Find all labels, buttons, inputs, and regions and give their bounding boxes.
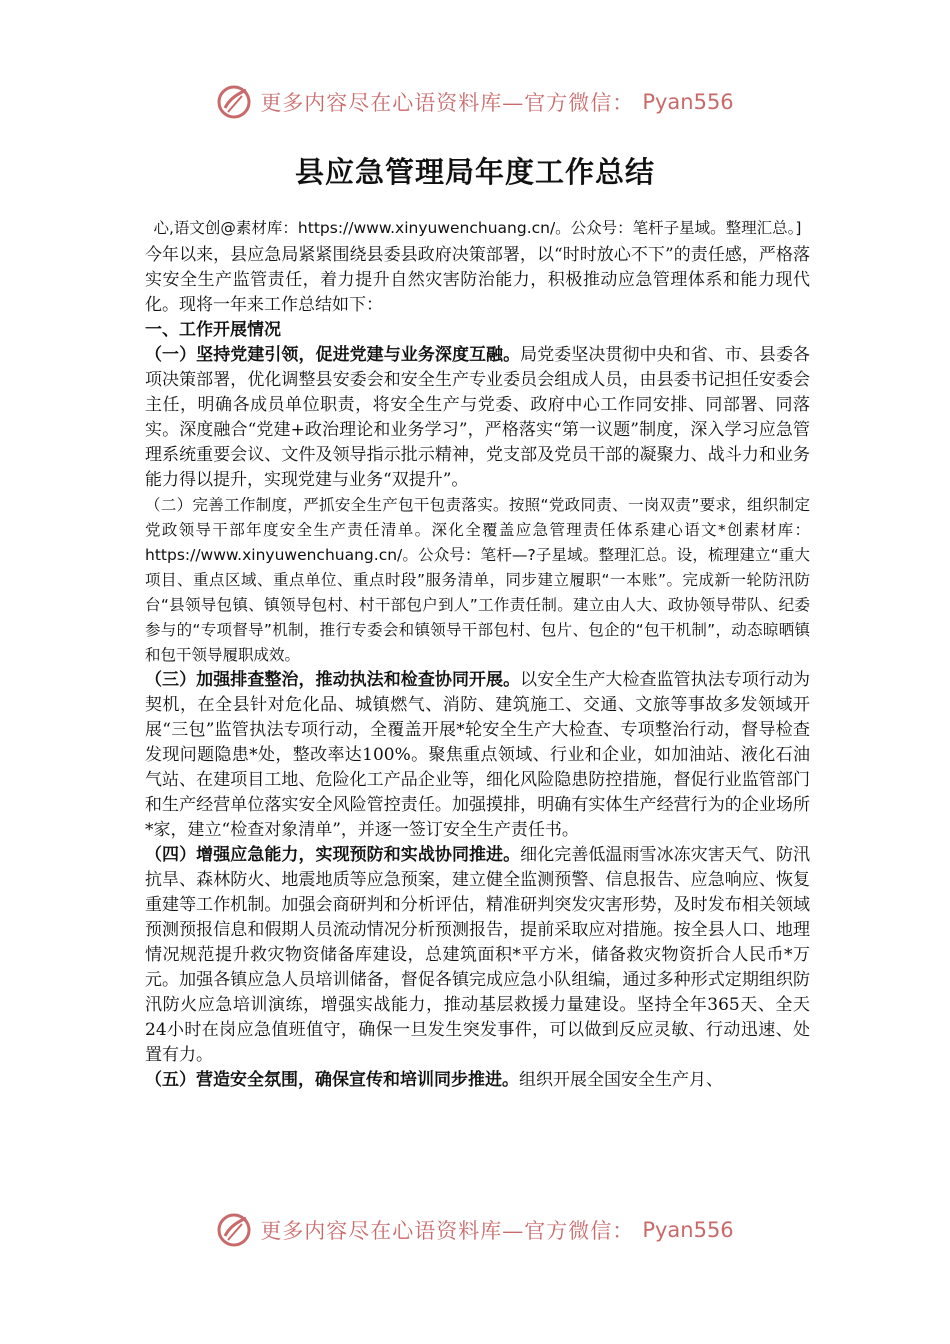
item-heading: （二）完善工作制度，严抓安全生产包干包责落实。 [145,496,509,514]
watermark-banner-top [0,80,950,124]
item-body: 局党委坚决贯彻中央和省、市、县委各项决策部署，优化调整县安委会和安全生产专业委员会组成人员，由县委书记担任安委会主任，明确各成员单位职责，将安全生产与党委、政府中心工作同安排、同部署、同落实。深度融合“党建+政治理论和业务学习”，严格落实“第一议题”制度，深入学习应急管理系统重要会议、文件及领导指示批示精神，党支部及党员干部的凝聚力、战斗力和业务能力得以提升，实现党建与业务“双提升”。 [145,345,811,490]
document-body [145,216,810,1093]
item-heading: （一）坚持党建引领，促进党建与业务深度互融。 [145,345,521,365]
watermark-id: Pyan556 [642,90,734,114]
item-body: 组织开展全国安全生产月、 [519,1070,723,1090]
item-heading: （四）增强应急能力，实现预防和实战协同推进。 [145,845,521,865]
item-body: 细化完善低温雨雪冰冻灾害天气、防汛抗旱、森林防火、地震地质等应急预案，建立健全监测预警、信息报告、应急响应、恢复重建等工作机制。加强会商研判和分析评估，精准研判突发灾害形势，及时发布相关领域预测预报信息和假期人员流动情况分析预测报告，提前采取应对措施。按全县人口、地理情况规范提升救灾物资储备库建设，总建筑面积*平方米，储备救灾物资折合人民币*万元。加强各镇应急人员培训储备，督促各镇完成应急小队组编，通过多种形式定期组织防汛防火应急培训演练，增强实战能力，推动基层救援力量建设。坚持全年365天、全天24小时在岗应急值班值守，确保一旦发生突发事件，可以做到反应灵敏、行动迅速、处置有力。 [145,845,811,1065]
intro-paragraph: 今年以来，县应急局紧紧围绕县委县政府决策部署，以“时时放心不下”的责任感，严格落实安全生产监管责任，着力提升自然灾害防治能力，积极推动应急管理体系和能力现代化。现将一年来工作总结如下： [145,245,810,315]
section-heading: 一、工作开展情况 [145,320,281,340]
source-line: 心,语文创@素材库：https://www.xinyuwenchuang.cn/。公众号：笔杆子星域。整理汇总。] [153,219,802,237]
item-paragraph-3 [145,668,810,843]
item-heading: （三）加强排查整治，推动执法和检查协同开展。 [145,670,521,690]
item-paragraph-4 [145,843,810,1068]
logo-icon [216,84,252,120]
item-body: 按照“党政同责、一岗双责”要求，组织制定党政领导干部年度安全生产责任清单。深化全覆盖应急管理责任体系建心语文*创素材库：https://www.xinyuwenchuang.cn/。公众号：笔杆—?子星域。整理汇总。设，梳理建立“重大项目、重点区域、重点单位、重点时段”服务清单，同步建立履职“一本账”。完成新一轮防汛防台“县领导包镇、镇领导包村、村干部包户到人”工作责任制。建立由人大、政协领导带队、纪委参与的“专项督导”机制，推行专委会和镇领导干部包村、包片、包企的“包干机制”，动态晾晒镇和包干领导履职成效。 [145,496,810,664]
watermark-text: 更多内容尽在心语资料库—官方微信： [260,91,635,115]
watermark-text: 更多内容尽在心语资料库—官方微信： [260,1219,635,1243]
watermark-id: Pyan556 [642,1218,734,1242]
logo-icon [216,1212,252,1248]
item-body: 以安全生产大检查监管执法专项行动为契机，在全县针对危化品、城镇燃气、消防、建筑施工、交通、文旅等事故多发领域开展“三包”监管执法专项行动，全覆盖开展*轮安全生产大检查、专项整治行动，督导检查发现问题隐患*处，整改率达100%。聚焦重点领域、行业和企业，如加油站、液化石油气站、在建项目工地、危险化工产品企业等，细化风险隐患防控措施，督促行业监管部门和生产经营单位落实安全风险管控责任。加强摸排，明确有实体生产经营行为的企业场所*家，建立“检查对象清单”，并逐一签订安全生产责任书。 [145,670,811,840]
item-heading: （五）营造安全氛围，确保宣传和培训同步推进。 [145,1070,519,1090]
item-paragraph-5 [145,1068,810,1093]
document-title: 县应急管理局年度工作总结 [294,155,655,189]
item-paragraph-2 [145,493,810,668]
watermark-banner-bottom [0,1208,950,1252]
item-paragraph-1 [145,343,810,493]
